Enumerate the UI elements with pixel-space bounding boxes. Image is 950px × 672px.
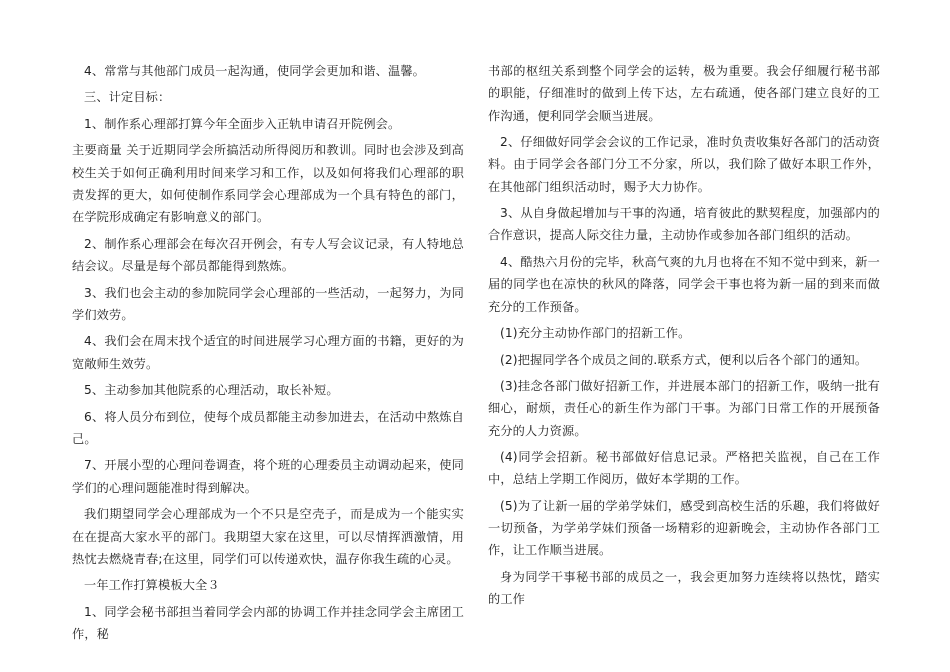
list-item: (5)为了让新一届的学弟学妹们，感受到高校生活的乐趣，我们将做好一切预备，为学弟学妹们预备一场精彩的迎新晚会，主动协作各部门工作，让工作顺当进展。 [488,498,880,558]
paragraph: 3、从自身做起增加与干事的沟通，培育彼此的默契程度，加强部内的合作意识，提高人际交往力量，主动协作或参加各部门组织的活动。 [488,206,880,243]
paragraph: 4、我们会在周末找个适宜的时间进展学习心理方面的书籍，更好的为宽敞师生效劳。 [72,334,464,371]
paragraph: 主要商量 关于近期同学会所搞活动所得阅历和教训。同时也会涉及到高校生关于如何正确利用时间来学习和工作，以及如何将我们心理部的职责发挥的更大，如何使制作系同学会心理部成为一个具有特色的部门，在学院形成确定有影响意义的部门。 [72,143,464,225]
paragraph: 4、常常与其他部门成员一起沟通，使同学会更加和谐、温馨。 [84,64,426,78]
list-item: (4)同学会招新。秘书部做好信息记录。严格把关监视，自己在工作中，总结上学期工作阅历，做好本学期的工作。 [488,450,880,487]
left-column [72,60,464,650]
paragraph: 7、开展小型的心理问卷调查，将个班的心理委员主动调动起来，使同学们的心理问题能准时得到解决。 [72,458,464,495]
paragraph: 6、将人员分布到位，使每个成员都能主动参加进去，在活动中熬炼自己。 [72,409,464,446]
paragraph: 2、仔细做好同学会会议的工作记录，准时负责收集好各部门的活动资料。由于同学会各部门分工不分家，所以，我们除了做好本职工作外，在其他部门组织活动时，赐予大力协作。 [488,135,880,194]
right-column [488,60,880,615]
paragraph: 2、制作系心理部会在每次召开例会，有专人写会议记录，有人特地总结会议。尽量是每个部员都能得到熬炼。 [72,236,464,274]
list-item: (1)充分主动协作部门的招新工作。 [500,326,691,341]
paragraph: 3、我们也会主动的参加院同学会心理部的一些活动，一起努力，为同学们效劳。 [72,285,464,322]
paragraph: 5、主动参加其他院系的心理活动，取长补短。 [84,383,339,398]
paragraph: 我们期望同学会心理部成为一个不只是空壳子，而是成为一个能实实在在提高大家水平的部门。我期望大家在这里，可以尽情挥洒激情，用热忱去燃烧青春;在这里，同学们可以传递欢快，温存你我生疏的心灵。 [72,507,464,566]
section-title: 一年工作打算模板大全３ [84,578,220,593]
list-item: (2)把握同学各个成员之间的.联系方式，便利以后各个部门的通知。 [500,352,868,367]
paragraph: 4、酷热六月份的完毕，秋高气爽的九月也将在不知不觉中到来，新一届的同学也在凉快的秋风的降落，同学会干事也将为新一届的到来而做充分的工作预备。 [488,254,880,314]
paragraph: 书部的枢纽关系到整个同学会的运转，极为重要。我会仔细履行秘书部的职能，仔细准时的做到上传下达，左右疏通，使各部门建立良好的工作沟通，便利同学会顺当进展。 [488,64,880,123]
paragraph: 1、制作系心理部打算今年全面步入正轨申请召开院例会。 [84,116,401,131]
section-heading: 三、计定目标： [84,90,171,105]
paragraph: 1、同学会秘书部担当着同学会内部的协调工作并挂念同学会主席团工作，秘 [72,604,464,642]
list-item: (3)挂念各部门做好招新工作，并进展本部门的招新工作，吸纳一批有细心，耐烦，责任心的新生作为部门干事。为部门日常工作的开展预备充分的人力资源。 [488,378,880,438]
paragraph: 身为同学干事秘书部的成员之一，我会更加努力连续将以热忱，踏实的工作 [488,569,880,607]
